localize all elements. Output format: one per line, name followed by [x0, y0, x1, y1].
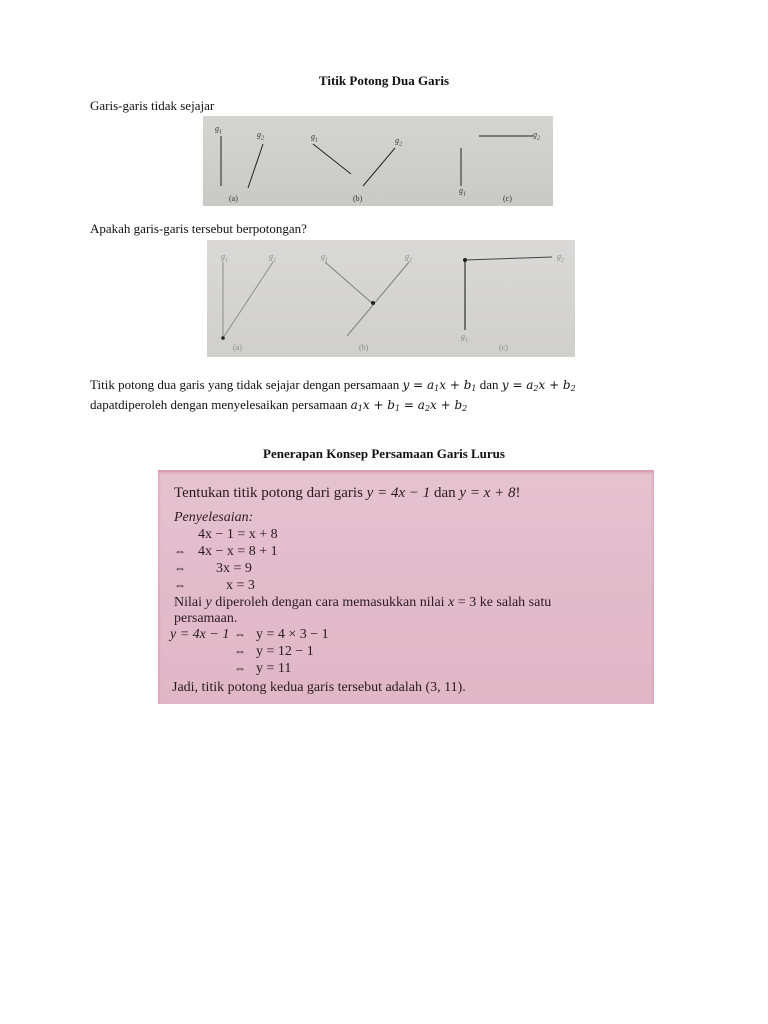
label-c-g2: $g_2$: [557, 252, 564, 264]
label-c-g1: $g_1$: [461, 332, 468, 344]
section-question-intersect: Apakah garis-garis tersebut berpotongan?: [90, 221, 307, 236]
explanation-text-2: dapatdiperoleh dengan menyelesaikan persamaan: [90, 397, 351, 412]
explanation-line-1: [90, 377, 690, 397]
caption-c: (c): [499, 343, 508, 352]
equation-line-2: $y = a_2x + b_2$: [501, 378, 576, 393]
intersection-point-c: [463, 258, 467, 262]
line-c-g2: [465, 257, 552, 260]
page-title: Titik Potong Dua Garis: [318, 73, 450, 88]
nilai-sentence-line-2: persamaan.: [174, 611, 238, 626]
substitution-step: ⇔ y = 11: [234, 661, 292, 676]
lines-diagram-2: [207, 240, 575, 357]
solution-label: Penyelesaian:: [174, 510, 254, 525]
label-c-g1: $g_1$: [459, 186, 466, 198]
explanation-paragraph: [90, 377, 690, 417]
equation-line-1: $y = a_1x + b_1$: [402, 378, 477, 393]
label-a-g1: $g_1$: [215, 124, 222, 136]
explanation-dan: dan: [476, 377, 502, 392]
label-b-g2: $g_2$: [395, 136, 402, 148]
caption-b: (b): [353, 194, 363, 203]
label-a-g2: $g_2$: [257, 130, 264, 142]
explanation-text-1: Titik potong dua garis yang tidak sejajar dengan persamaan: [90, 377, 403, 392]
example-prompt: Tentukan titik potong dari garis y = 4x − 1 dan y = x + 8!: [174, 485, 521, 501]
section-subtitle: Penerapan Konsep Persamaan Garis Lurus: [263, 446, 505, 461]
section-heading-non-parallel: Garis-garis tidak sejajar: [90, 98, 215, 113]
line-b-g2: [347, 262, 409, 336]
label-a-g2: $g_2$: [269, 252, 276, 264]
label-b-g1: $g_1$: [311, 132, 318, 144]
equation-equality: $a_1x + b_1 = a_2x + b_2$: [350, 398, 468, 413]
textbook-example-photo: [158, 470, 654, 704]
intersection-point-a: [221, 336, 225, 340]
line-b-g1: [325, 262, 373, 304]
intersection-point-b: [371, 301, 375, 305]
label-b-g1: $g_1$: [321, 252, 328, 264]
line-a-g2: [223, 262, 273, 338]
line-b-g2: [363, 148, 395, 186]
explanation-line-2: [90, 397, 690, 417]
caption-c: (c): [503, 194, 512, 203]
substitution-step: ⇔ y = 12 − 1: [234, 644, 314, 659]
solution-step: ⇔ x = 3: [174, 578, 255, 593]
line-a-g2: [248, 144, 263, 188]
solution-step: ⇔ 4x − x = 8 + 1: [174, 544, 278, 559]
label-b-g2: $g_2$: [405, 252, 412, 264]
caption-b: (b): [359, 343, 369, 352]
label-c-g2: $g_2$: [533, 130, 540, 142]
conclusion: Jadi, titik potong kedua garis tersebut adalah (3, 11).: [172, 680, 466, 695]
solution-step: ⇔ 3x = 9: [174, 561, 252, 576]
figure-intersecting-lines: [207, 240, 575, 357]
label-a-g1: $g_1$: [221, 252, 228, 264]
lines-diagram-1: [203, 116, 553, 206]
caption-a: (a): [233, 343, 242, 352]
nilai-sentence-line-1: Nilai y diperoleh dengan cara memasukkan nilai x = 3 ke salah satu: [174, 595, 552, 610]
solution-step: 4x − 1 = x + 8: [198, 527, 278, 542]
line-b-g1: [313, 144, 351, 174]
substitution-step: y = 4x − 1 ⇔ y = 4 × 3 − 1: [170, 627, 329, 642]
figure-non-parallel-lines: [203, 116, 553, 206]
caption-a: (a): [229, 194, 238, 203]
